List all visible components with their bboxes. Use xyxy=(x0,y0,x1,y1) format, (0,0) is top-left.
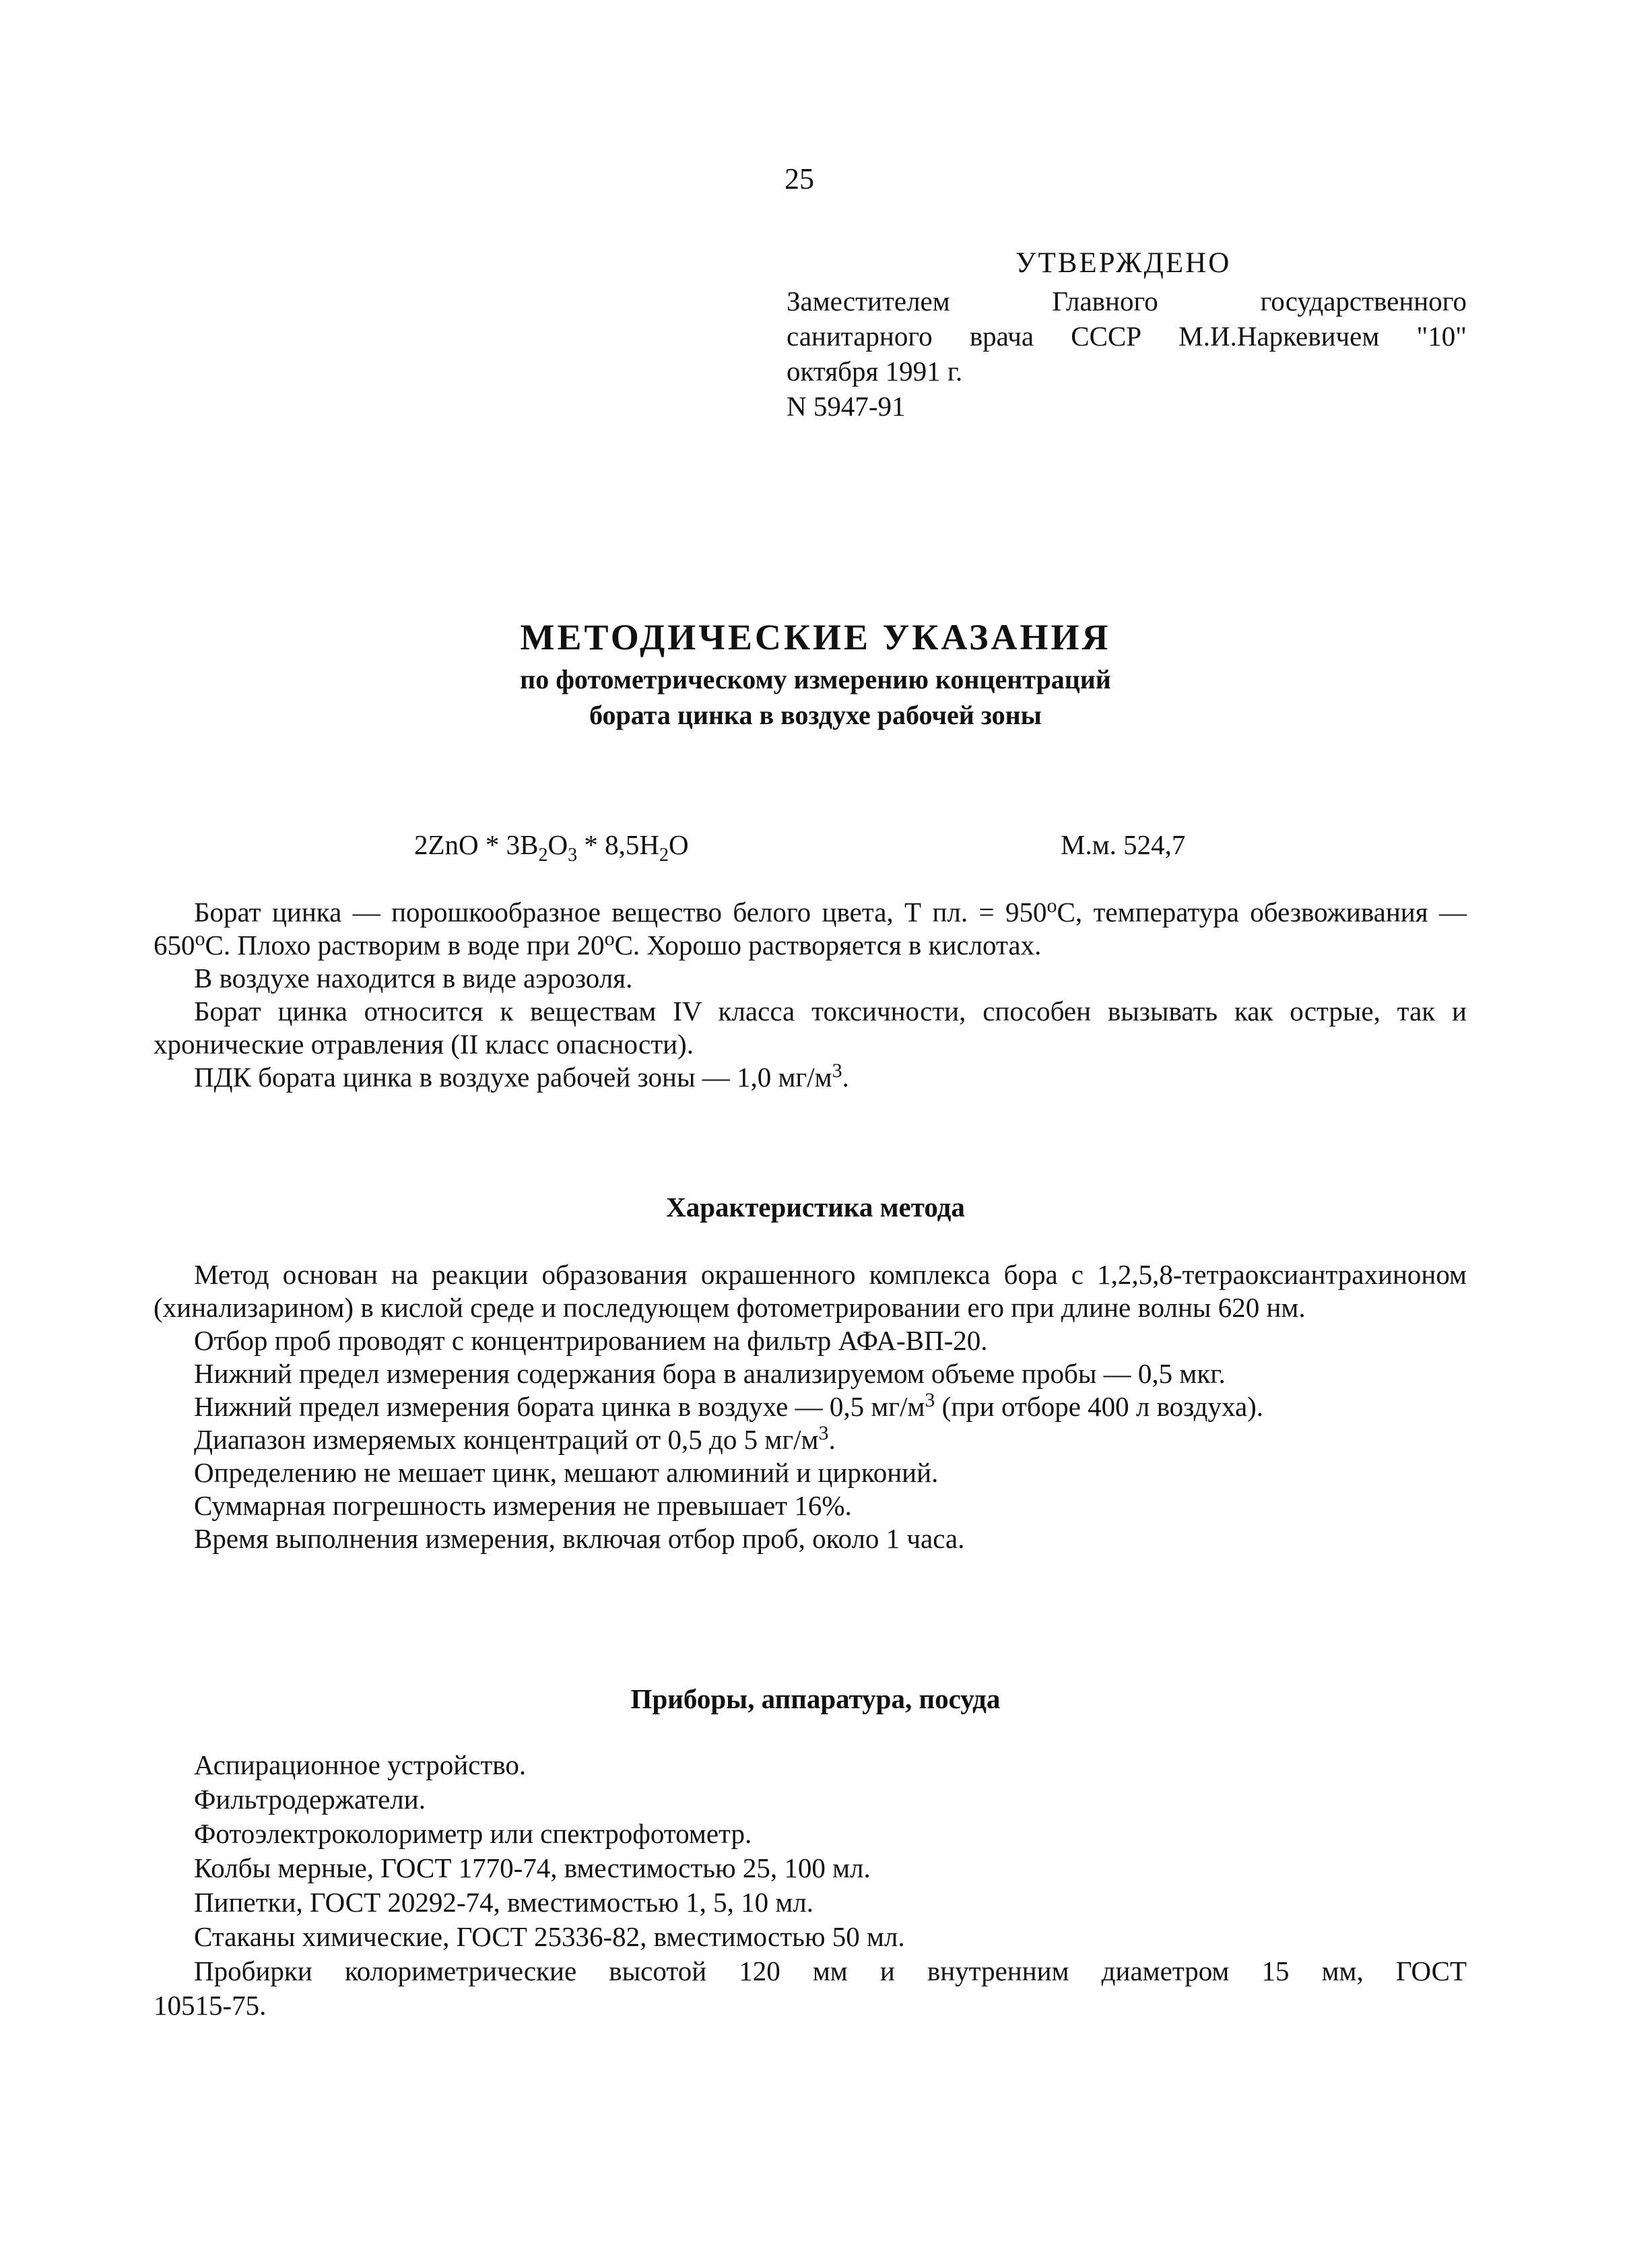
approval-block xyxy=(787,246,1467,424)
list-item: Пробирки колориметрические высотой 120 мм и внутренним диаметром 15 мм, ГОСТ xyxy=(194,1955,1467,1986)
degree-sign: о xyxy=(195,928,205,950)
title-subtitle-2: бората цинка в воздухе рабочей зоны xyxy=(589,700,1042,730)
list-item: Аспирационное устройство. xyxy=(194,1749,527,1780)
list-item: Пипетки, ГОСТ 20292-74, вместимостью 1, 5, 10 мл. xyxy=(194,1887,813,1918)
text-run: С. Плохо растворим в воде при 20 xyxy=(205,930,605,961)
text-run: ПДК бората цинка в воздухе рабочей зоны — 1,0 мг/м xyxy=(194,1062,832,1093)
method-paragraph-1: Метод основан на реакции образования окрашенного комплекса бора с 1,2,5,8-тетраоксиантрахиноном (хинализарином) в кислой среде и последующем фотометрировании его при длине волны 620 нм. xyxy=(154,1259,1467,1323)
method-paragraph-4 xyxy=(154,1390,1467,1423)
approval-line-1: Заместителем Главного государственного xyxy=(787,286,1467,317)
method-paragraph-6: Определению не мешает цинк, мешают алюминий и цирконий. xyxy=(194,1457,939,1488)
intro-paragraph-2: В воздухе находится в виде аэрозоля. xyxy=(194,963,633,994)
section-heading-method: Характеристика метода xyxy=(666,1192,965,1223)
intro-paragraph-4 xyxy=(154,1061,1467,1094)
approval-line-3: октября 1991 г. xyxy=(787,356,963,387)
section-heading-equipment: Приборы, аппаратура, посуда xyxy=(630,1683,1001,1714)
molar-mass: М.м. 524,7 xyxy=(1061,829,1186,860)
approval-line-4: N 5947-91 xyxy=(787,391,906,422)
method-paragraph-5 xyxy=(154,1423,1467,1456)
list-item: Фотоэлектроколориметр или спектрофотометр. xyxy=(194,1818,752,1849)
intro-paragraph-1 xyxy=(154,896,1467,962)
superscript: 3 xyxy=(818,1422,829,1444)
chemical-formula xyxy=(414,829,689,866)
formula-subscript: 2 xyxy=(538,845,548,866)
formula-subscript: 3 xyxy=(568,845,578,866)
method-paragraph-3: Нижний предел измерения содержания бора в анализируемом объеме пробы — 0,5 мкг. xyxy=(194,1358,1226,1389)
degree-sign: о xyxy=(1046,895,1057,917)
list-item: Стаканы химические, ГОСТ 25336-82, вместимостью 50 мл. xyxy=(194,1921,905,1952)
text-run: С. Хорошо растворяется в кислотах. xyxy=(614,930,1042,961)
formula-part: 2ZnO * 3B xyxy=(414,829,539,860)
page-number: 25 xyxy=(785,162,814,195)
formula-part: O xyxy=(668,829,689,860)
text-run: С, температура обезвоживания — 650 xyxy=(154,897,1467,961)
text-run: Борат цинка — порошкообразное вещество белого цвета, Т пл. = 950 xyxy=(194,897,1047,928)
list-item: Фильтродержатели. xyxy=(194,1784,426,1815)
degree-sign: о xyxy=(604,928,615,950)
text-run: . xyxy=(828,1424,836,1455)
text-run: Диапазон измеряемых концентраций от 0,5 до 5 мг/м xyxy=(194,1424,819,1455)
text-run: (при отборе 400 л воздуха). xyxy=(935,1391,1264,1422)
method-paragraph-2: Отбор проб проводят с концентрированием на фильтр АФА-ВП-20. xyxy=(194,1325,988,1356)
title-main: МЕТОДИЧЕСКИЕ УКАЗАНИЯ xyxy=(520,617,1111,657)
text-run: . xyxy=(842,1062,849,1093)
approval-title: УТВЕРЖДЕНО xyxy=(1016,247,1232,279)
superscript: 3 xyxy=(925,1389,935,1411)
list-item-continuation: 10515-75. xyxy=(154,1990,267,2021)
title-subtitle-1: по фотометрическому измерению концентраций xyxy=(520,664,1111,694)
method-paragraph-7: Суммарная погрешность измерения не превышает 16%. xyxy=(194,1490,852,1521)
formula-part: * 8,5H xyxy=(577,829,659,860)
formula-part: O xyxy=(547,829,568,860)
method-paragraph-8: Время выполнения измерения, включая отбор проб, около 1 часа. xyxy=(194,1523,965,1554)
approval-line-2: санитарного врача СССР М.И.Наркевичем "10" xyxy=(787,321,1467,352)
text-run: Нижний предел измерения бората цинка в воздухе — 0,5 мг/м xyxy=(194,1391,925,1422)
intro-paragraph-3: Борат цинка относится к веществам IV класса токсичности, способен вызывать как острые, так и хронические отравления (II класс опасности). xyxy=(154,996,1467,1060)
equipment-list xyxy=(154,1748,1467,2023)
method-section xyxy=(154,1258,1467,1555)
list-item: Колбы мерные, ГОСТ 1770-74, вместимостью 25, 100 мл. xyxy=(194,1852,871,1883)
intro-section xyxy=(154,896,1467,1094)
superscript: 3 xyxy=(832,1060,842,1082)
formula-subscript: 2 xyxy=(659,845,669,866)
